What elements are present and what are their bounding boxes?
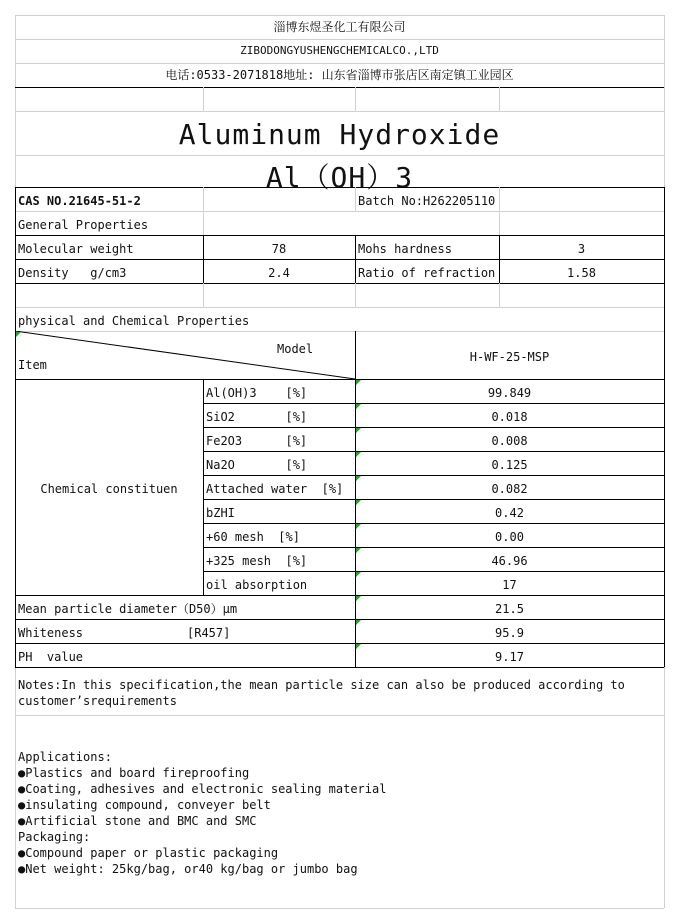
ph-value: 9.17 xyxy=(495,650,524,664)
physchem-heading: physical and Chemical Properties xyxy=(18,314,250,328)
chemical-row-name: +60 mesh [%] xyxy=(206,530,300,544)
cell-marker xyxy=(16,332,21,337)
application-item: ●Plastics and board fireproofing xyxy=(18,766,250,780)
company-name-en: ZIBODONGYUSHENGCHEMICALCO.,LTD xyxy=(240,44,439,57)
chemical-row-name: SiO2 [%] xyxy=(206,410,308,424)
chemical-row-value: 46.96 xyxy=(491,554,528,568)
chemical-row-name: Na2O [%] xyxy=(206,458,308,472)
molecular-weight-label: Molecular weight xyxy=(18,242,134,256)
row-divider xyxy=(203,427,664,428)
chemical-row-value: 0.018 xyxy=(491,410,528,424)
packaging-heading: Packaging: xyxy=(18,830,91,844)
chemical-row-name: Fe2O3 [%] xyxy=(206,434,308,448)
chemical-row-name: +325 mesh [%] xyxy=(206,554,308,568)
application-item: ●Coating, adhesives and electronic sealing material xyxy=(18,782,387,796)
ph-label: PH value xyxy=(18,650,84,664)
refraction-value: 1.58 xyxy=(567,266,596,280)
chemical-row-name: bZHI xyxy=(206,506,235,520)
row-divider xyxy=(203,547,664,548)
row-divider xyxy=(203,523,664,524)
application-item: ●insulating compound, conveyer belt xyxy=(18,798,271,812)
density-value: 2.4 xyxy=(268,266,290,280)
batch-number: Batch No:H262205110 xyxy=(358,194,496,208)
chemical-row-value: 17 xyxy=(502,578,517,592)
company-contact: 电话:0533-2071818地址: 山东省淄博市张店区南定镇工业园区 xyxy=(165,68,514,82)
d50-value: 21.5 xyxy=(495,602,524,616)
item-label: Item xyxy=(18,358,47,372)
model-label: Model xyxy=(277,342,314,356)
chemical-row-name: oil absorption xyxy=(206,578,308,592)
mohs-hardness-value: 3 xyxy=(577,242,586,256)
molecular-weight-value: 78 xyxy=(271,242,287,256)
packaging-item: ●Net weight: 25kg/bag, or40 kg/bag or jumbo bag xyxy=(18,862,358,876)
chemical-row-value: 0.125 xyxy=(491,458,528,472)
chemical-row-value: 0.00 xyxy=(495,530,524,544)
row-divider xyxy=(203,475,664,476)
d50-label: Mean particle diameter（D50）μm xyxy=(18,602,238,616)
chemical-row-value: 99.849 xyxy=(487,386,532,400)
chemical-row-value: 0.008 xyxy=(491,434,528,448)
general-properties-heading: General Properties xyxy=(18,218,149,232)
chemical-row-value: 0.42 xyxy=(495,506,524,520)
row-divider xyxy=(203,451,664,452)
product-title: Aluminum Hydroxide xyxy=(178,118,501,151)
company-name-cn: 淄博东煜圣化工有限公司 xyxy=(273,20,406,34)
refraction-label: Ratio of refraction xyxy=(358,266,496,280)
row-divider xyxy=(203,571,664,572)
applications-heading: Applications: xyxy=(18,750,112,764)
spec-sheet xyxy=(15,15,664,908)
mohs-hardness-label: Mohs hardness xyxy=(358,242,452,256)
chemical-group-label: Chemical constituen xyxy=(40,482,178,496)
row-divider xyxy=(203,499,664,500)
product-formula: Al（OH）3 xyxy=(265,161,414,194)
model-value: H-WF-25-MSP xyxy=(469,350,550,364)
notes-text: Notes:In this specification,the mean particle size can also be produced according to customer’srequirements xyxy=(18,678,633,708)
cas-number: CAS NO.21645-51-2 xyxy=(18,194,141,208)
whiteness-label: Whiteness xyxy=(18,626,84,640)
frame-top xyxy=(15,15,664,16)
chemical-row-value: 0.082 xyxy=(491,482,528,496)
chemical-row-name: Al(OH)3 [%] xyxy=(206,386,308,400)
whiteness-value: 95.9 xyxy=(495,626,524,640)
frame-bottom xyxy=(15,908,664,909)
density-label: Density g/cm3 xyxy=(18,266,127,280)
application-item: ●Artificial stone and BMC and SMC xyxy=(18,814,257,828)
chemical-row-name: Attached water [%] xyxy=(206,482,344,496)
row-divider xyxy=(203,403,664,404)
packaging-item: ●Compound paper or plastic packaging xyxy=(18,846,279,860)
whiteness-unit: [R457] xyxy=(187,626,231,640)
